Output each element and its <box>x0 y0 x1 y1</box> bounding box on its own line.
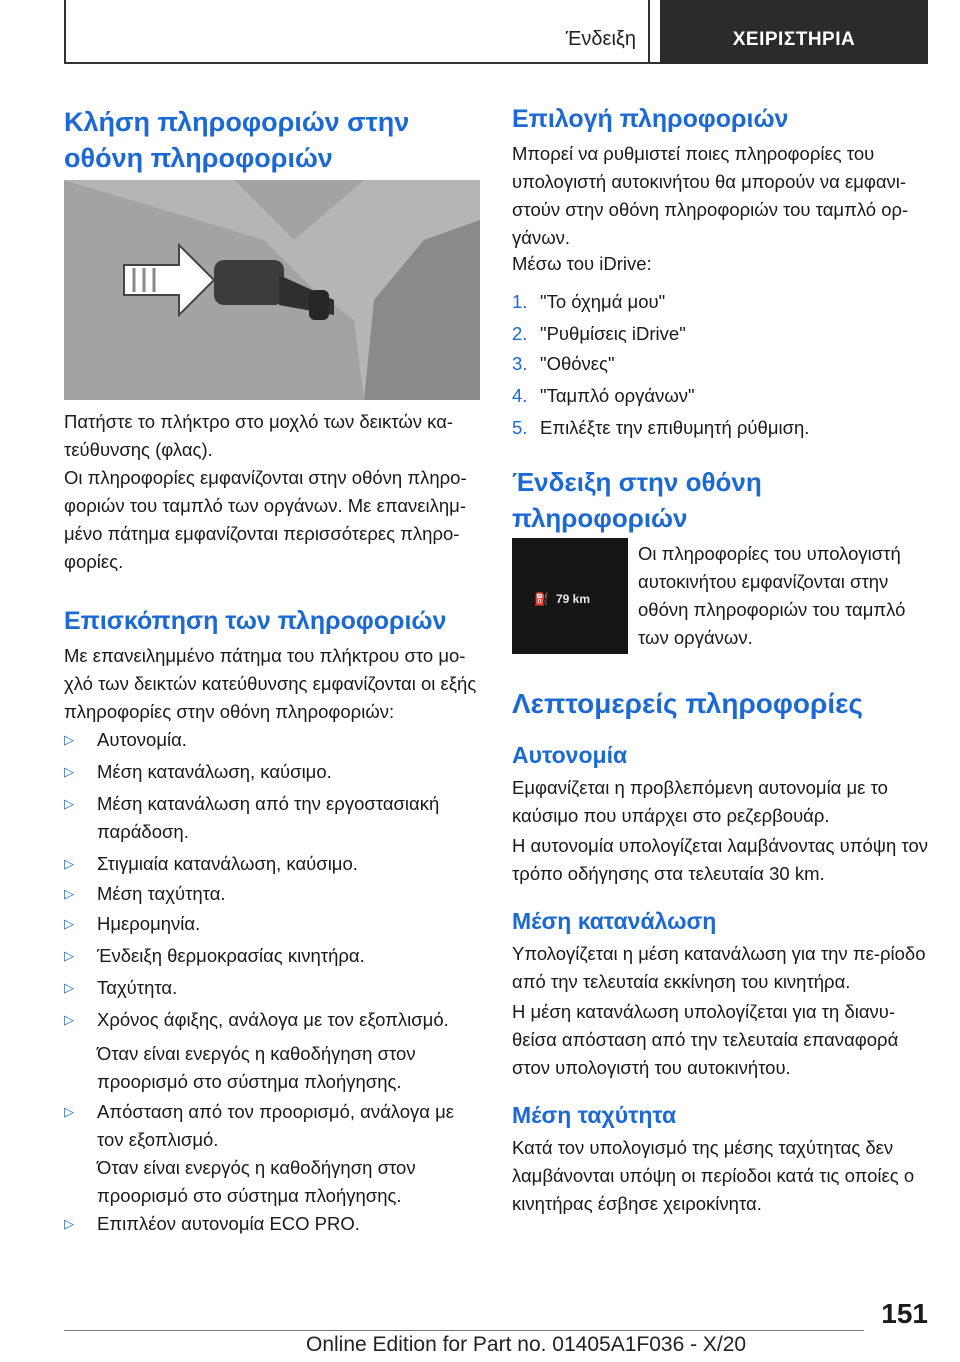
triangle-bullet-icon: ▷ <box>64 1012 74 1027</box>
section-title-call-info: Κλήση πληροφοριών στην οθόνη πληροφοριών <box>64 107 410 173</box>
triangle-bullet-icon: ▷ <box>64 1216 74 1231</box>
range-text-1: Εμφανίζεται η προβλεπόμενη αυτονομία με το καύσιμο που υπάρχει στο ρεζερβουάρ. <box>512 777 888 826</box>
turn-signal-lever-photo <box>64 180 480 400</box>
consumption-text-2: Η μέση κατανάλωση υπολογίζεται για τη διανυ-θείσα απόσταση από την τελευταία επαναφορά στον υπολογιστή του αυτοκινήτου. <box>512 1001 899 1078</box>
lever-illustration <box>64 180 480 400</box>
subsection-title-consumption: Μέση κατανάλωση <box>512 908 717 934</box>
page-number: 151 <box>881 1298 928 1329</box>
lever-caption: Πατήστε το πλήκτρο στο μοχλό των δεικτών κα-τεύθυνσης (φλας). <box>64 411 454 460</box>
section-title-overview: Επισκόπηση των πληροφοριών <box>64 607 447 635</box>
consumption-text-1: Υπολογίζεται η μέση κατανάλωση για την πε-ρίοδο από την τελευταία εκκίνηση του κινητήρα. <box>512 943 926 992</box>
display-text: Οι πληροφορίες του υπολογιστή αυτοκινήτου εμφανίζονται στην οθόνη πληροφοριών του ταμπλό των οργάνων. <box>638 543 906 648</box>
triangle-bullet-icon: ▷ <box>64 1104 74 1119</box>
triangle-bullet-icon: ▷ <box>64 916 74 931</box>
select-info-text: Μπορεί να ρυθμιστεί ποιες πληροφορίες του υπολογιστή αυτοκινήτου θα μπορούν να εμφανι-στούν στην οθόνη πληροφοριών του ταμπλό ορ-γάνων. <box>512 143 909 248</box>
triangle-bullet-icon: ▷ <box>64 948 74 963</box>
triangle-bullet-icon: ▷ <box>64 796 74 811</box>
subsection-title-range: Αυτονομία <box>512 742 628 768</box>
range-display-value: 79 km <box>556 592 591 606</box>
range-text-2: Η αυτονομία υπολογίζεται λαμβάνοντας υπόψη τον τρόπο οδήγησης στα τελευταία 30 km. <box>512 835 928 884</box>
info-display-text: Οι πληροφορίες εμφανίζονται στην οθόνη πληρο-φοριών του ταμπλό των οργάνων. Με επανειλημ-μένο πάτημα εμφανίζονται περισσότερες πληρο-φορίες. <box>64 467 467 572</box>
triangle-bullet-icon: ▷ <box>64 856 74 871</box>
footer-rule <box>64 1330 864 1331</box>
edition-footer: Online Edition for Part no. 01405A1F036 - X/20 <box>306 1333 747 1356</box>
section-title-details: Λεπτομερείς πληροφορίες <box>512 688 863 719</box>
section-title-display: Ένδειξη στην οθόνη πληροφοριών <box>512 467 762 533</box>
distance-note: Όταν είναι ενεργός η καθοδήγηση στον προορισμό στο σύστημα πλοήγησης. <box>97 1157 416 1206</box>
subsection-title-speed: Μέση ταχύτητα <box>512 1102 677 1128</box>
overview-intro: Με επανειλημμένο πάτημα του πλήκτρου στο μο-χλό των δεικτών κατεύθυνσης εμφανίζονται οι εξής πληροφορίες στην οθόνη πληροφοριών: <box>64 645 477 722</box>
header-section-label: Ένδειξη <box>565 28 636 50</box>
header-chapter-tab: ΧΕΙΡΙΣΤΗΡΙΑ <box>660 0 928 64</box>
triangle-bullet-icon: ▷ <box>64 764 74 779</box>
fuel-pump-icon: ⛽ <box>534 592 549 606</box>
section-title-select-info: Επιλογή πληροφοριών <box>512 105 789 133</box>
arrival-note: Όταν είναι ενεργός η καθοδήγηση στον προορισμό στο σύστημα πλοήγησης. <box>97 1043 416 1092</box>
triangle-bullet-icon: ▷ <box>64 886 74 901</box>
via-idrive: Μέσω του iDrive: <box>512 253 652 274</box>
triangle-bullet-icon: ▷ <box>64 980 74 995</box>
speed-text: Κατά τον υπολογισμό της μέσης ταχύτητας δεν λαμβάνονται υπόψη οι περίοδοι κατά τις οποίες ο κινητήρας έσβησε χειροκίνητα. <box>512 1137 915 1214</box>
triangle-bullet-icon: ▷ <box>64 732 74 747</box>
header-divider <box>648 0 650 64</box>
range-display-image <box>512 538 628 654</box>
